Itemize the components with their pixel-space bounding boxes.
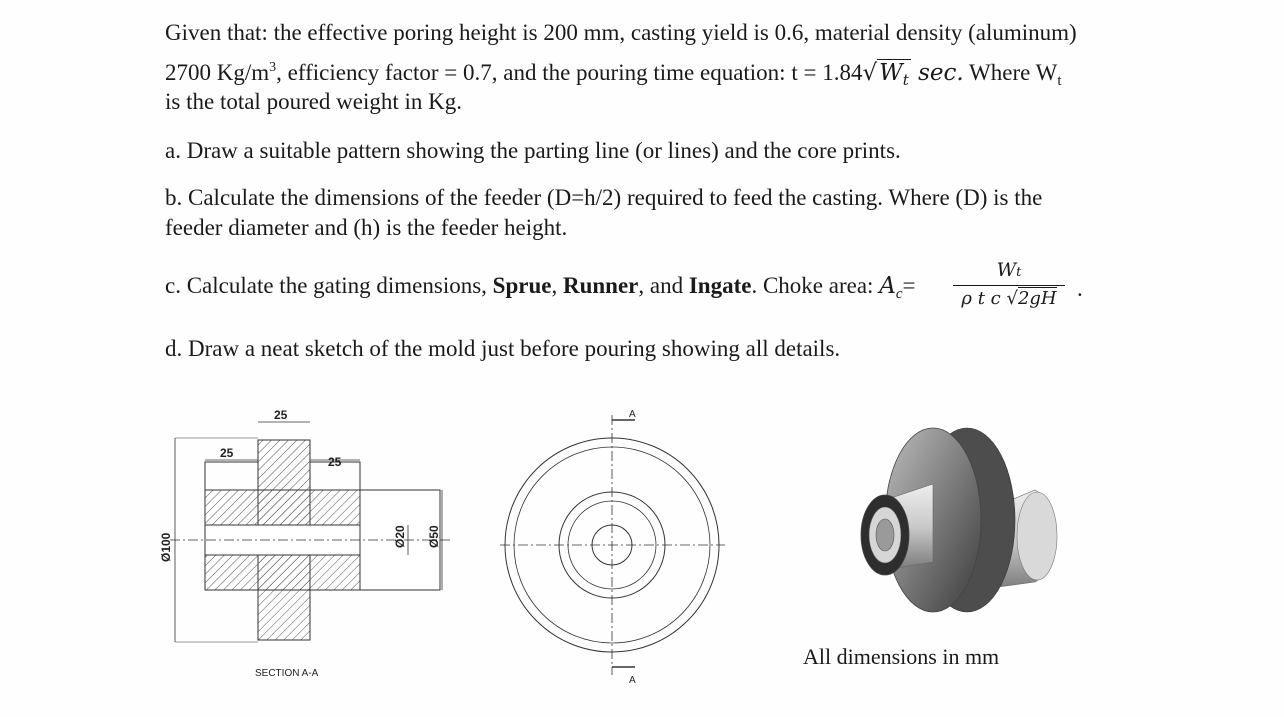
part-c-sprue: Sprue bbox=[492, 273, 552, 298]
choke-numerator bbox=[953, 258, 1065, 285]
choke-numerator-sub: t bbox=[1016, 265, 1022, 280]
isometric-part-drawing bbox=[825, 420, 1085, 625]
part-c bbox=[165, 269, 915, 311]
section-mark-bottom: A bbox=[629, 675, 636, 686]
dim-left-25: 25 bbox=[220, 446, 234, 460]
where-wt-sub: t bbox=[1057, 73, 1062, 89]
part-c-sep2: , and bbox=[638, 273, 689, 298]
units-note: All dimensions in mm bbox=[803, 644, 1000, 669]
sqrt-radicand-sub: t bbox=[902, 71, 909, 89]
sqrt-weight: $√W_t$ bbox=[862, 60, 909, 89]
part-b-line-1: b. Calculate the dimensions of the feeder (D=h/2) required to feed the casting. Where (D) is the bbox=[165, 185, 1043, 210]
choke-radicand: 2gH bbox=[1017, 288, 1057, 309]
choke-numerator-w: W bbox=[996, 259, 1017, 281]
part-c-suffix: . Choke area: bbox=[751, 273, 880, 298]
choke-denominator: ρ t c √2gH bbox=[953, 285, 1065, 312]
section-label: SECTION A-A bbox=[255, 668, 319, 679]
dim-d100: Ø100 bbox=[159, 532, 173, 562]
isometric-part bbox=[861, 428, 1057, 612]
choke-area-symbol: A bbox=[879, 273, 896, 299]
section-mark-top: A bbox=[629, 409, 636, 420]
efficiency-text: , efficiency factor = 0.7, and the pouring time equation: t = 1.84 bbox=[276, 60, 863, 85]
given-line-3: is the total poured weight in Kg. bbox=[165, 89, 463, 114]
choke-denominator-text: ρ t c bbox=[961, 288, 1007, 309]
part-c-runner: Runner bbox=[562, 273, 639, 298]
part-a: a. Draw a suitable pattern showing the parting line (or lines) and the core prints. bbox=[165, 138, 901, 163]
part-c-ingate: Ingate bbox=[688, 273, 752, 298]
end-view-drawing bbox=[495, 405, 735, 690]
part-c-end: . bbox=[1077, 276, 1083, 301]
density-text: 2700 Kg/m bbox=[165, 60, 270, 85]
density-exponent: 3 bbox=[269, 60, 277, 75]
section-drawing bbox=[150, 400, 480, 690]
part-b-line-2: feeder diameter and (h) is the feeder height. bbox=[165, 215, 568, 240]
dim-right-25: 25 bbox=[328, 455, 342, 469]
dim-d20: Ø20 bbox=[393, 525, 407, 548]
sec-unit: sec. bbox=[910, 60, 964, 86]
part-d: d. Draw a neat sketch of the mold just before pouring showing all details. bbox=[165, 336, 841, 361]
where-wt-text: Where W bbox=[963, 60, 1058, 85]
part-c-sep1: , bbox=[551, 273, 563, 298]
dim-top-25: 25 bbox=[274, 408, 288, 422]
choke-equals: = bbox=[902, 273, 916, 298]
choke-area-sub: c bbox=[895, 286, 903, 302]
dim-d50: Ø50 bbox=[427, 525, 441, 548]
given-line-1: Given that: the effective poring height is 200 mm, casting yield is 0.6, material density (aluminum) bbox=[165, 20, 1077, 45]
part-c-prefix: c. Calculate the gating dimensions, bbox=[165, 273, 493, 298]
choke-fraction bbox=[953, 258, 1065, 312]
sqrt-radicand: W bbox=[879, 60, 903, 86]
